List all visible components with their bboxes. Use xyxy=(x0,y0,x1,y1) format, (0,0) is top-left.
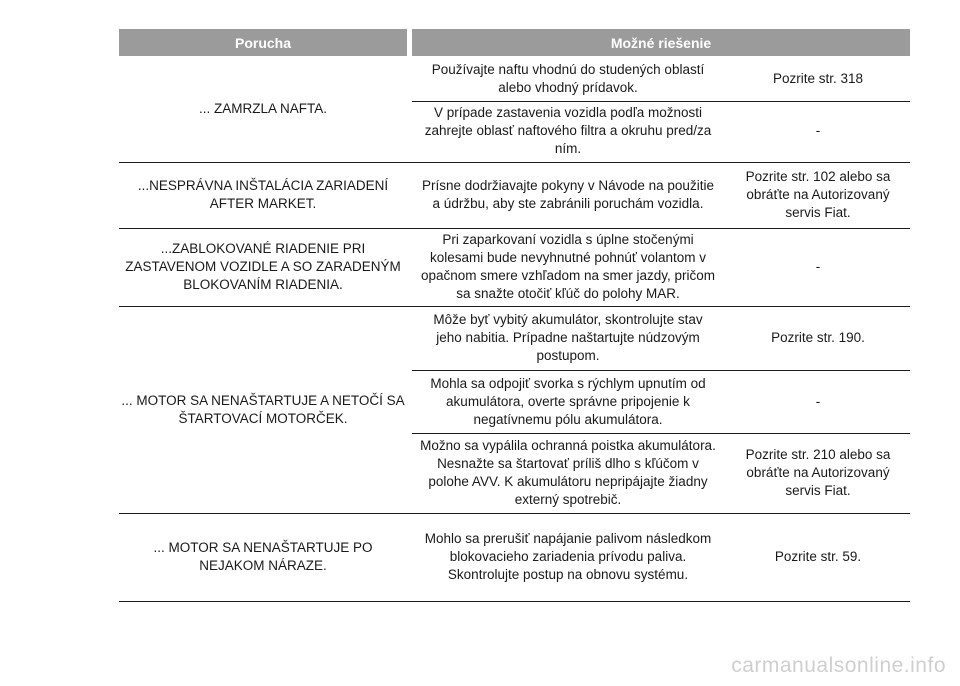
row-divider xyxy=(119,513,910,514)
solution-text: Pri zaparkovaní vozidla s úplne stočenými kolesami bude nevyhnutné pohnúť volantom v opačnom smere vzhľadom na smer jazdy, pričom sa snažte otočiť kľúč do polohy MAR. xyxy=(420,232,716,301)
solution-text: Používajte naftu vhodnú do studených oblastí alebo vhodný prídavok. xyxy=(431,62,705,95)
header-porucha: Porucha xyxy=(119,29,407,56)
solution-text: Mohlo sa prerušiť napájanie palivom následkom blokovacieho zariadenia prívodu paliva. Skontrolujte postup na obnovu systému. xyxy=(424,531,712,582)
fault-cell: ...NESPRÁVNA INŠTALÁCIA ZARIADENÍ AFTER MARKET. xyxy=(137,178,389,211)
solution-reference: Pozrite str. 102 alebo sa obráťte na Autorizovaný servis Fiat. xyxy=(745,169,891,220)
solution-text: Môže byť vybitý akumulátor, skontrolujte stav jeho nabitia. Prípadne naštartujte núdzovým postupom. xyxy=(433,312,703,363)
fault-cell: ... ZAMRZLA NAFTA. xyxy=(198,101,327,116)
solution-reference: Pozrite str. 210 alebo sa obráťte na Autorizovaný servis Fiat. xyxy=(745,446,891,498)
solution-reference: - xyxy=(815,259,821,274)
row-divider xyxy=(119,601,910,602)
solution-reference: - xyxy=(815,123,821,138)
row-divider xyxy=(119,162,910,163)
fault-cell: ... MOTOR SA NENAŠTARTUJE A NETOČÍ SA ŠTARTOVACÍ MOTORČEK. xyxy=(121,392,405,426)
solution-text: V prípade zastavenia vozidla podľa možnosti zahrejte oblasť naftového filtra a okruhu pred/za ním. xyxy=(424,105,712,156)
row-divider xyxy=(119,306,910,307)
solution-reference: Pozrite str. 59. xyxy=(774,549,862,564)
header-riesenie: Možné riešenie xyxy=(412,29,910,56)
solution-reference: Pozrite str. 318 xyxy=(772,71,864,86)
row-divider xyxy=(119,228,910,229)
watermark: carmanualsonline.info xyxy=(731,654,946,677)
solution-text: Prísne dodržiavajte pokyny v Návode na použitie a údržbu, aby ste zabránili poruchám vozidla. xyxy=(422,178,714,211)
fault-cell: ...ZABLOKOVANÉ RIADENIE PRI ZASTAVENOM VOZIDLE A SO ZARADENÝM BLOKOVANÍM RIADENIA. xyxy=(125,241,401,292)
fault-cell: ... MOTOR SA NENAŠTARTUJE PO NEJAKOM NÁRAZE. xyxy=(153,540,373,573)
solution-reference: Pozrite str. 190. xyxy=(771,330,865,345)
solution-text: Možno sa vypálila ochranná poistka akumulátora. Nesnažte sa štartovať príliš dlho s kľúčom v polohe AVV. K akumulátoru nepripájajte žiadny externý spotrebič. xyxy=(420,437,716,507)
solution-reference: - xyxy=(815,393,821,409)
solution-text: Mohla sa odpojiť svorka s rýchlym upnutím od akumulátora, overte správne pripojenie k negatívnemu pólu akumulátora. xyxy=(430,375,706,427)
